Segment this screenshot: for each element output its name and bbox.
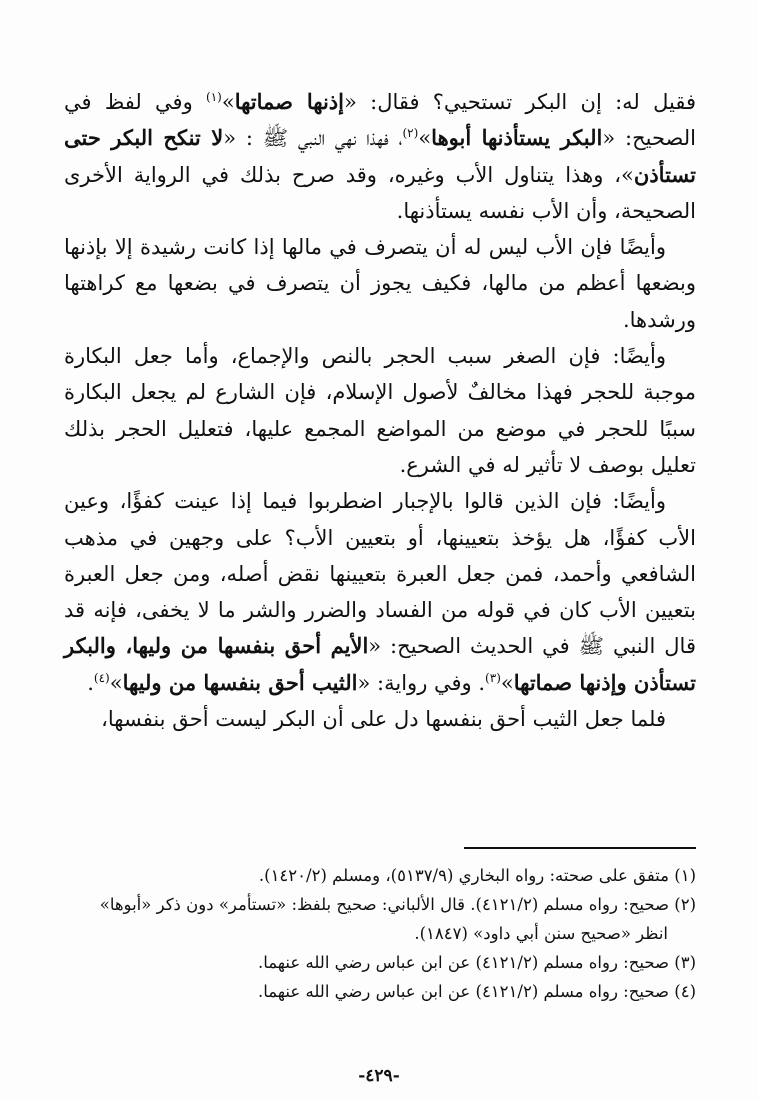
footnote-ref-4: (٤) xyxy=(93,670,110,685)
hadith-quote: الثيب أحق بنفسها من وليها xyxy=(122,669,358,695)
text-run: فقيل له: إن البكر تستحيي؟ فقال: « xyxy=(344,90,696,114)
footnote-ref-3: (٣) xyxy=(485,670,501,685)
text-run: » xyxy=(418,126,432,151)
footnote-divider xyxy=(464,847,696,849)
hadith-quote: الأيم أحق بنفسها من وليها، والبكر تستأذن وإذنها صماتها xyxy=(64,633,696,695)
text-run: » xyxy=(221,90,235,114)
paragraph-5: فلما جعل الثيب أحق بنفسها دل على أن البكر ليست أحق بنفسها، xyxy=(101,707,666,732)
hadith-quote: إذنها صماتها xyxy=(234,89,344,114)
hadith-quote: البكر يستأذنها أبوها xyxy=(431,125,603,151)
paragraph-4 xyxy=(64,483,696,701)
footnotes xyxy=(64,861,696,1006)
footnote-3: (٣) صحيح: رواه مسلم (٤١٢١/٢) عن ابن عباس رضي الله عنهما. xyxy=(258,953,696,972)
text-run: . وفي رواية: « xyxy=(357,670,486,695)
footnote-4: (٤) صحيح: رواه مسلم (٤١٢١/٢) عن ابن عباس رضي الله عنهما. xyxy=(258,982,696,1001)
text-run: » xyxy=(109,670,123,695)
text-run: وأيضًا: فإن الذين قالوا بالإجبار اضطربوا فيما إذا عينت كفؤًا، وعين الأب كفؤًا، هل يؤخذ بتعيينها، أو بتعيين الأب؟ على وجهين في مذهب الشافعي وأحمد، فمن جعل العبرة بتعيينها نقض أصله، ومن جعل العبرة بتعيين الأب كان في قوله من الفساد والضرر والشر ما لا يخفى، فإنه قد قال النبي ﷺ في الحديث الصحيح: « xyxy=(64,489,696,659)
main-text xyxy=(64,84,696,737)
text-run: وفي لفظ في الصحيح: « xyxy=(64,90,697,151)
paragraph-2: وأيضًا فإن الأب ليس له أن يتصرف في مالها إذا كانت رشيدة إلا بإذنها وبضعها أعظم من مالها، فكيف يجوز أن يتصرف في بضعها مع كراهتها ورشدها. xyxy=(64,235,696,332)
text-run: » xyxy=(500,670,514,695)
footnote-ref-2: (٢) xyxy=(402,126,419,141)
hadith-quote: لا تنكح البكر حتى تستأذن xyxy=(64,125,696,187)
paragraph-1 xyxy=(64,84,696,229)
paragraph-3: وأيضًا: فإن الصغر سبب الحجر بالنص والإجماع، وأما جعل البكارة موجبة للحجر فهذا مخالفٌ لأصول الإسلام، فإن الشارع لم يجعل البكارة سببًا للحجر في موضع من المواضع المجمع عليها، فتعليل الحجر بذلك تعليل بوصف لا تأثير له في الشرع. xyxy=(64,344,696,477)
footnote-2: (٢) صحيح: رواه مسلم (٤١٢١/٢). قال الألباني: صحيح بلفظ: «تستأمر» دون ذكر «أبوها» انظر «صحيح سنن أبي داود» (١٨٤٧). xyxy=(99,895,696,943)
text-run: . xyxy=(87,670,94,695)
text-run: »، وهذا يتناول الأب وغيره، وقد صرح بذلك في الرواية الأخرى الصحيحة، وأن الأب نفسه يستأذنها. xyxy=(64,162,696,223)
text-run: ، فهذا نهي النبي ﷺ : « xyxy=(223,126,403,151)
page-number: -٤٢٩- xyxy=(358,1066,400,1086)
footnote-1: (١) متفق على صحته: رواه البخاري (٥١٣٧/٩)، ومسلم (١٤٢٠/٢). xyxy=(258,866,696,885)
footnote-ref-1: (١) xyxy=(206,90,222,104)
